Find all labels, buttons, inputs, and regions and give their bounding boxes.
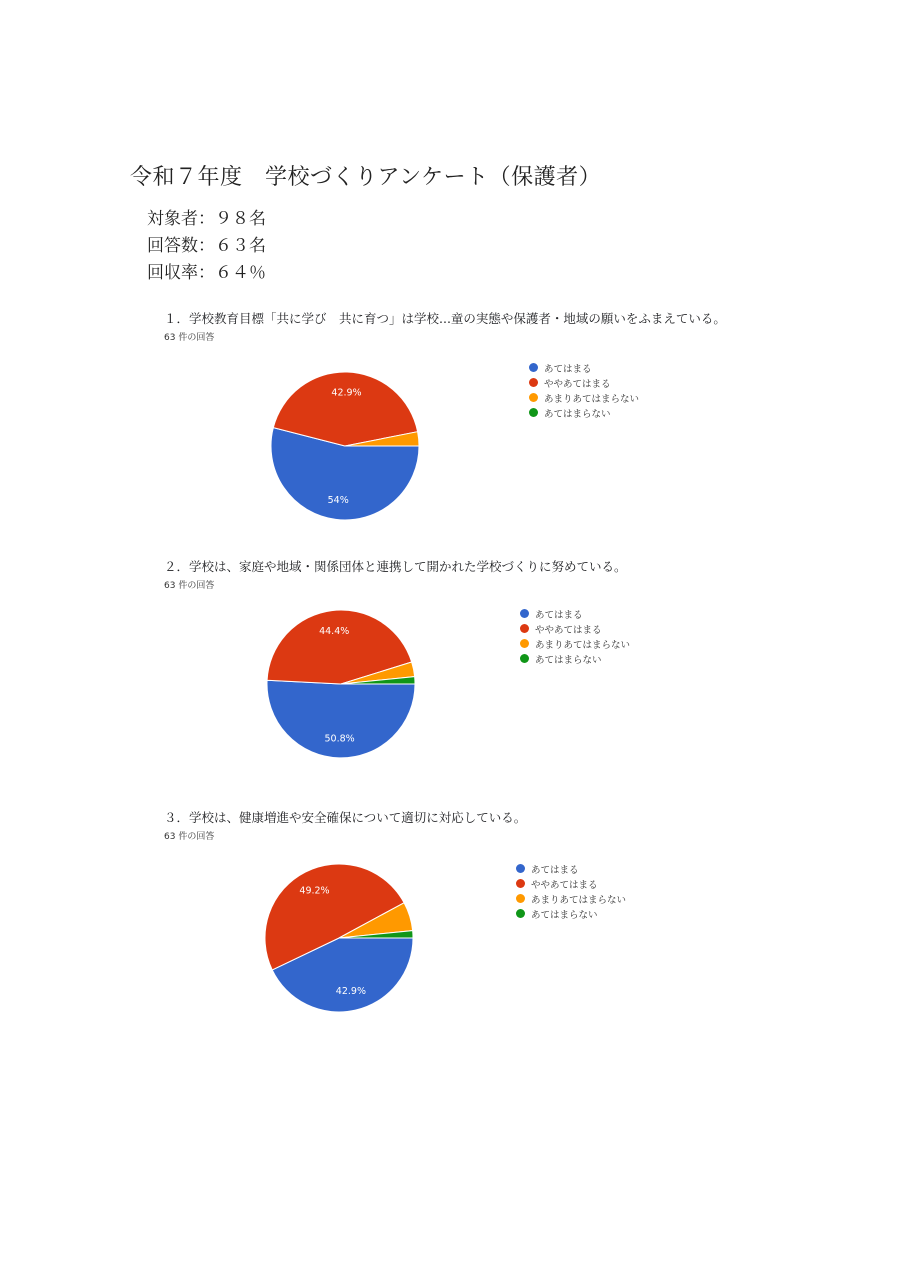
question-3-pie-chart [256, 855, 422, 1021]
legend-label: あてはまる [544, 363, 592, 375]
legend-label: ややあてはまる [535, 624, 602, 636]
question-3-section [0, 808, 900, 1048]
legend-item-amari-atehamaranai [529, 390, 639, 405]
legend-item-yaya-atehamaru [520, 621, 630, 636]
legend-label: あまりあてはまらない [544, 393, 640, 405]
legend-item-amari-atehamaranai [516, 891, 626, 906]
legend-swatch [516, 909, 525, 918]
legend-swatch [529, 363, 538, 372]
legend-swatch [516, 894, 525, 903]
legend-swatch [516, 879, 525, 888]
question-2-pie-chart [258, 601, 424, 767]
question-3-response-count: 63 件の回答 [164, 832, 215, 842]
legend-label: あてはまらない [535, 654, 602, 666]
question-1-pie-chart [262, 363, 428, 529]
legend-label: ややあてはまる [531, 879, 598, 891]
response-rate: 回収率：６４％ [147, 263, 266, 283]
pie-slice-label: 49.2% [299, 885, 330, 897]
pie-slice-label: 42.9% [331, 387, 362, 399]
pie-slice-atehamaru [267, 680, 415, 758]
question-2-response-count: 63 件の回答 [164, 581, 215, 591]
legend-item-yaya-atehamaru [516, 876, 626, 891]
legend-label: あまりあてはまらない [531, 894, 627, 906]
pie-slice-label: 54% [327, 495, 349, 507]
pie-slice-label: 42.9% [335, 986, 366, 998]
question-2-title: ２．学校は、家庭や地域・関係団体と連携して開かれた学校づくりに努めている。 [164, 559, 627, 574]
question-3-legend [516, 861, 626, 921]
question-1-section [0, 309, 900, 549]
response-count: 回答数：６３名 [147, 236, 266, 256]
question-2-legend [520, 606, 630, 666]
legend-label: あまりあてはまらない [535, 639, 631, 651]
legend-label: あてはまる [535, 609, 583, 621]
legend-swatch [529, 393, 538, 402]
legend-item-atehamaru [529, 360, 639, 375]
legend-swatch [520, 609, 529, 618]
question-1-title: １．学校教育目標「共に学び 共に育つ」は学校...童の実態や保護者・地域の願いをふまえている。 [164, 311, 726, 326]
legend-label: あてはまらない [531, 909, 598, 921]
legend-swatch [529, 378, 538, 387]
question-2-section [0, 557, 900, 797]
legend-label: ややあてはまる [544, 378, 611, 390]
question-1-response-count: 63 件の回答 [164, 333, 215, 343]
legend-swatch [529, 408, 538, 417]
legend-swatch [520, 639, 529, 648]
question-3-title: ３．学校は、健康増進や安全確保について適切に対応している。 [164, 810, 527, 825]
question-1-legend [529, 360, 639, 420]
legend-item-atehamaranai [529, 405, 639, 420]
legend-swatch [520, 624, 529, 633]
page-title: 令和７年度 学校づくりアンケート（保護者） [130, 165, 602, 190]
legend-item-atehamaru [516, 861, 626, 876]
survey-stats [147, 208, 266, 289]
legend-item-atehamaranai [520, 651, 630, 666]
legend-item-atehamaru [520, 606, 630, 621]
legend-swatch [516, 864, 525, 873]
pie-slice-label: 50.8% [324, 733, 355, 745]
legend-item-atehamaranai [516, 906, 626, 921]
legend-item-amari-atehamaranai [520, 636, 630, 651]
legend-label: あてはまらない [544, 408, 611, 420]
target-count: 対象者：９８名 [147, 209, 266, 229]
legend-item-yaya-atehamaru [529, 375, 639, 390]
legend-label: あてはまる [531, 864, 579, 876]
pie-slice-label: 44.4% [319, 625, 350, 637]
legend-swatch [520, 654, 529, 663]
